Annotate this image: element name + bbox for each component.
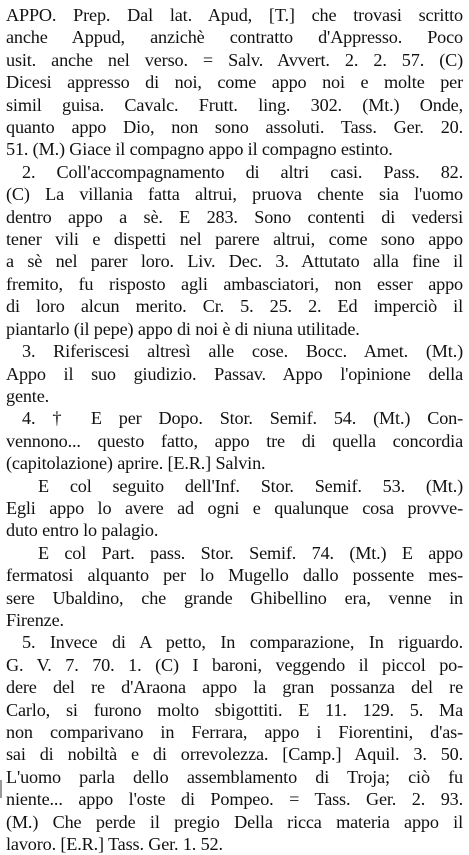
text-line: lavoro. [E.R.] Tass. Ger. 1. 52. bbox=[6, 834, 223, 855]
scan-edge-mark bbox=[0, 780, 2, 798]
text-line: dere del re d'Araona appo la gran possanza del re bbox=[6, 677, 463, 698]
sense-3-line: 3. Riferiscesi altresì alle cose. Bocc. Amet. (Mt.) bbox=[22, 341, 463, 362]
text-line: simil guisa. Cavalc. Frutt. ling. 302. (Mt.) Onde, bbox=[6, 94, 463, 115]
text-line: G. V. 7. 70. 1. (C) I baroni, veggendo il piccol po- bbox=[6, 654, 463, 675]
text-line: L'uomo parla dello assemblamento di Troja; ciò fu bbox=[6, 766, 463, 787]
text-line: Appo il suo giudizio. Passav. Appo l'opinione della bbox=[6, 363, 463, 384]
text-line: Carlo, si furono molto sbigottiti. E 11. 129. 5. Ma bbox=[6, 699, 463, 720]
text-line: Dicesi appresso di noi, come appo noi e molte per bbox=[6, 72, 463, 93]
text-line: APPO. Prep. Dal lat. Apud, [T.] che trovasi scritto bbox=[6, 5, 463, 25]
text-line: duto entro lo palagio. bbox=[6, 520, 159, 541]
text-line: dentro appo a sè. E 283. Sono contenti di vedersi bbox=[6, 206, 463, 227]
text-line: di loro alcun merito. Cr. 5. 25. 2. Ed imperciò il bbox=[6, 296, 463, 317]
text-line: piantarlo (il pepe) appo di noi è di niuna utilitade. bbox=[6, 318, 360, 339]
text-line: anche Appud, anzichè contratto d'Appresso. Poco bbox=[6, 27, 463, 48]
dictionary-entry-appo bbox=[6, 4, 463, 855]
text-line: sai di nobiltà e di orrevolezza. [Camp.] Aquil. 3. 50. bbox=[6, 744, 463, 765]
sense-4-line: 4. † E per Dopo. Stor. Semif. 54. (Mt.) Con- bbox=[22, 408, 463, 429]
text-line: Egli appo lo avere ad ogni e qualunque cosa provve- bbox=[6, 497, 463, 518]
text-line: tener vili e dispetti nel parere altrui, come sono appo bbox=[6, 229, 463, 250]
text-line: niente... appo l'oste di Pompeo. = Tass. Ger. 2. 93. bbox=[6, 789, 463, 810]
text-line: fermatosi alquanto per lo Mugello dallo possente mes- bbox=[6, 565, 463, 586]
sense-2-line: 2. Coll'accompagnamento di altri casi. Pass. 82. bbox=[22, 161, 463, 182]
text-line: vennono... questo fatto, appo tre di quella concordia bbox=[6, 430, 463, 451]
text-line: (capitolazione) aprire. [E.R.] Salvin. bbox=[6, 453, 266, 474]
sense-5-line: 5. Invece di A petto, In comparazione, In riguardo. bbox=[22, 632, 463, 653]
text-line: quanto appo Dio, non sono assoluti. Tass. Ger. 20. bbox=[6, 117, 463, 138]
text-line: (C) La villania fatta altrui, pruova chente sia l'uomo bbox=[6, 184, 463, 205]
text-line: a sè nel parer loro. Liv. Dec. 3. Attutato alla fine il bbox=[6, 251, 463, 272]
text-line: gente. bbox=[6, 385, 50, 406]
subsense-line: E col seguito dell'Inf. Stor. Semif. 53. (Mt.) bbox=[38, 475, 463, 496]
text-line: fremito, fu risposto agli ambasciatori, non esser appo bbox=[6, 273, 463, 294]
text-line: (M.) Che perde il pregio Della ricca materia appo il bbox=[6, 811, 463, 832]
text-line: Firenze. bbox=[6, 609, 64, 630]
text-line: usit. anche nel verso. = Salv. Avvert. 2. 2. 57. (C) bbox=[6, 49, 463, 70]
text-line: 51. (M.) Giace il compagno appo il compagno estinto. bbox=[6, 139, 393, 160]
text-line: non comparivano in Ferrara, appo i Fiorentini, d'as- bbox=[6, 722, 463, 742]
subsense-line: E col Part. pass. Stor. Semif. 74. (Mt.) E appo bbox=[38, 542, 463, 563]
text-line: sere Ubaldino, che grande Ghibellino era, venne in bbox=[6, 587, 463, 608]
